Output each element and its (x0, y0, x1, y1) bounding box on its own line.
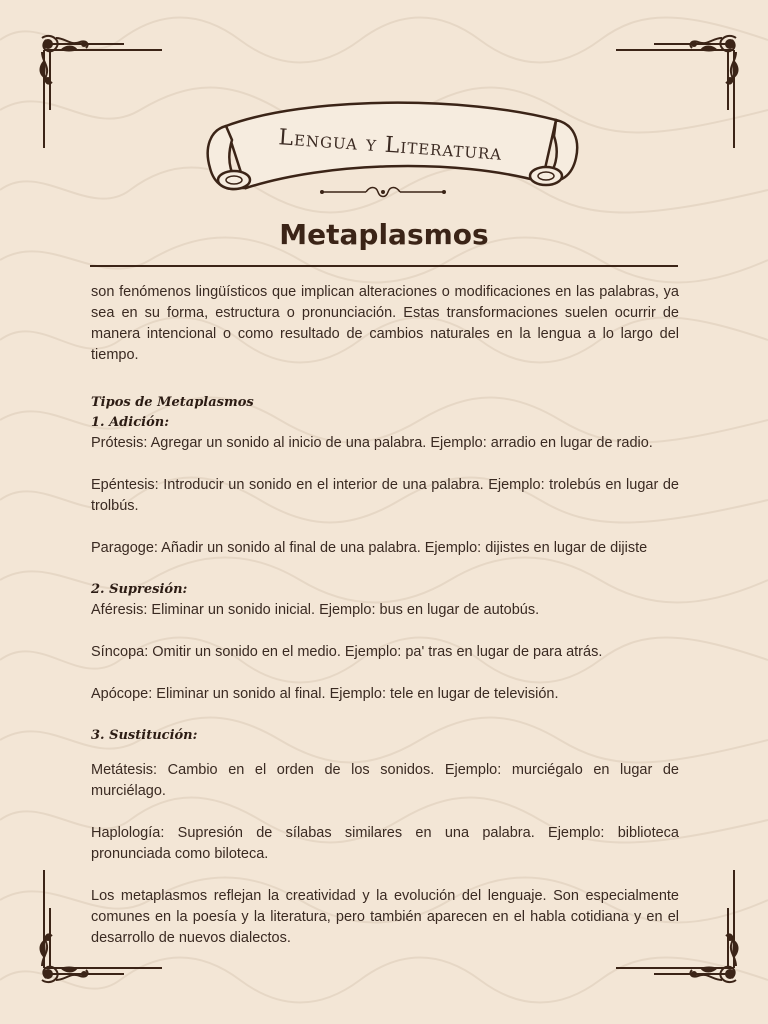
section-heading-suppression: 2. Supresión: (91, 582, 188, 597)
document-body (91, 282, 679, 949)
title-divider (90, 265, 678, 267)
list-item: Aféresis: Eliminar un sonido inicial. Ejemplo: bus en lugar de autobús. (91, 602, 540, 618)
list-item: Epéntesis: Introducir un sonido en el interior de una palabra. Ejemplo: trolebús en lugar de trolbús. (91, 477, 679, 514)
ornament-divider-icon (318, 186, 448, 198)
banner-title: Lengua y Literatura (277, 124, 504, 166)
list-item: Prótesis: Agregar un sonido al inicio de una palabra. Ejemplo: arradio en lugar de radio. (91, 435, 653, 451)
section-heading-addition: 1. Adición: (91, 415, 169, 430)
page-title: Metaplasmos (279, 218, 489, 251)
intro-paragraph: son fenómenos lingüísticos que implican alteraciones o modificaciones en las palabras, ya sea en su forma, estructura o pronunciación. Estas transformaciones suelen ocurrir de manera intencional o como resultado de cambios naturales en la lengua a lo largo del tiempo. (91, 284, 679, 363)
ornamental-corner-icon (614, 30, 744, 150)
conclusion-paragraph: Los metaplasmos reflejan la creatividad y la evolución del lenguaje. Son especialmente comunes en la poesía y la literatura, pero también aparecen en el habla cotidiana y en el desarrollo de nuevos dialectos. (91, 888, 679, 946)
section-heading-substitution: 3. Sustitución: (91, 728, 198, 743)
types-heading: Tipos de Metaplasmos (91, 395, 254, 410)
ornamental-corner-icon (34, 30, 164, 150)
list-item: Síncopa: Omitir un sonido en el medio. Ejemplo: pa' tras en lugar de para atrás. (91, 644, 603, 660)
list-item: Metátesis: Cambio en el orden de los sonidos. Ejemplo: murciégalo en lugar de murciélago. (91, 762, 679, 799)
list-item: Paragoge: Añadir un sonido al final de una palabra. Ejemplo: dijistes en lugar de dijiste (91, 540, 648, 556)
list-item: Haplología: Supresión de sílabas similares en una palabra. Ejemplo: biblioteca pronunciada como biloteca. (91, 825, 679, 862)
list-item: Apócope: Eliminar un sonido al final. Ejemplo: tele en lugar de televisión. (91, 686, 559, 702)
